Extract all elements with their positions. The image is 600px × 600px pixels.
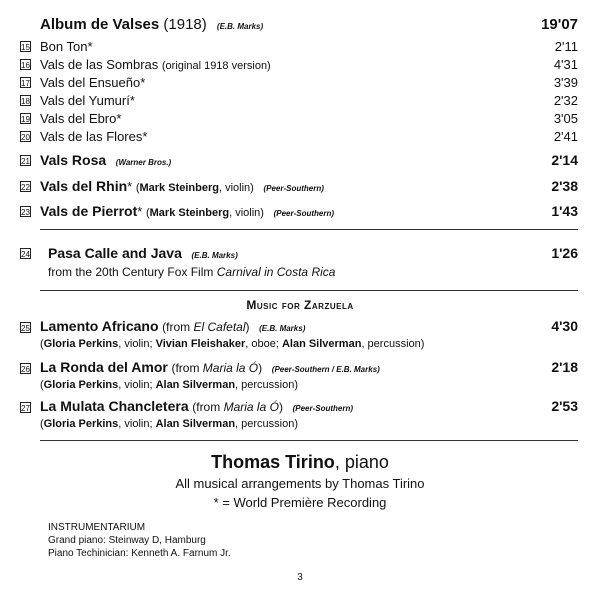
premiere-legend xyxy=(0,495,600,510)
premiere-star: * xyxy=(213,495,219,510)
track-number: 23 xyxy=(21,208,30,217)
track-number: 22 xyxy=(21,183,30,192)
track-row xyxy=(40,93,578,108)
performer-role: , percussion) xyxy=(361,338,425,350)
divider xyxy=(40,229,578,230)
film-credit xyxy=(48,265,578,279)
track-number: 19 xyxy=(21,115,30,124)
track-publisher: (E.B. Marks) xyxy=(259,324,306,333)
track-number: 24 xyxy=(21,250,30,259)
performer-role: , violin; xyxy=(118,338,156,350)
premiere-legend-text: = World Première Recording xyxy=(218,495,387,510)
film-credit-text: from the 20th Century Fox Film xyxy=(48,265,217,279)
premiere-star: * xyxy=(116,111,122,126)
album-title: Album de Valses xyxy=(40,16,160,33)
section-heading: Music for Zarzuela xyxy=(246,298,354,312)
track-duration: 1'26 xyxy=(551,245,578,261)
track-row xyxy=(40,111,578,126)
from-label: (from xyxy=(192,400,224,414)
track-title: Vals del Rhin xyxy=(40,178,128,194)
track-row xyxy=(40,129,578,144)
track-publisher: (Peer-Southern / E.B. Marks) xyxy=(271,365,380,374)
performer-name: Gloria Perkins xyxy=(43,379,119,391)
track-publisher: (Warner Bros.) xyxy=(115,158,172,167)
track-row xyxy=(40,398,578,414)
performer-role: , oboe; xyxy=(245,338,282,350)
track-publisher: (E.B. Marks) xyxy=(191,251,238,260)
performer-role: , violin; xyxy=(118,379,156,391)
track-title: Vals del Yumurí xyxy=(40,93,130,108)
paren-close: ) xyxy=(245,320,250,334)
from-label: (from xyxy=(171,361,203,375)
track-row xyxy=(40,39,578,54)
track-number: 21 xyxy=(21,157,30,166)
artist-instrument: , piano xyxy=(334,452,389,472)
performer-name: Vivian Fleishaker xyxy=(155,338,246,350)
premiere-star: * xyxy=(142,129,148,144)
track-title: La Mulata Chancletera xyxy=(40,398,189,414)
premiere-star: * xyxy=(137,204,143,219)
performer-name: Alan Silverman xyxy=(155,379,236,391)
performer-role: , violin) xyxy=(218,182,254,194)
instrumentarium-piano: Grand piano: Steinway D, Hamburg xyxy=(48,535,206,546)
track-title: Vals de las Sombras xyxy=(40,57,159,72)
track-number: 25 xyxy=(21,324,30,333)
performer-role: , violin; xyxy=(118,418,156,430)
track-duration: 4'30 xyxy=(551,318,578,334)
performer-name: Alan Silverman xyxy=(281,338,362,350)
artist-name: Thomas Tirino xyxy=(211,452,335,472)
album-duration: 19'07 xyxy=(541,16,578,33)
track-number: 16 xyxy=(21,61,30,70)
track-title: Bon Ton xyxy=(40,39,88,54)
track-title: Vals del Ebro xyxy=(40,111,117,126)
track-duration: 4'31 xyxy=(553,57,578,72)
film-title: Carnival in Costa Rica xyxy=(216,265,336,279)
track-title: La Ronda del Amor xyxy=(40,359,168,375)
performers: (Gloria Perkins, violin; Vivian Fleishaker, oboe; Alan Silverman, percussion) xyxy=(40,338,425,350)
work-title: Maria la Ó xyxy=(223,400,279,414)
artist-line xyxy=(0,452,600,473)
track-duration: 3'05 xyxy=(553,111,578,126)
track-title: Lamento Africano xyxy=(40,318,159,334)
instrumentarium xyxy=(48,521,231,560)
page-number: 3 xyxy=(297,572,303,583)
track-publisher: (Peer-Southern) xyxy=(292,404,354,413)
track-row xyxy=(48,245,578,261)
performers: (Gloria Perkins, violin; Alan Silverman, percussion) xyxy=(40,379,299,391)
performer-name: Mark Steinberg xyxy=(139,182,219,194)
track-number: 15 xyxy=(21,43,30,52)
track-row xyxy=(40,318,578,334)
track-duration: 2'32 xyxy=(553,93,578,108)
track-duration: 2'11 xyxy=(554,39,578,54)
track-note: (original 1918 version) xyxy=(161,60,271,72)
track-duration: 2'18 xyxy=(551,359,578,375)
work-title: El Cafetal xyxy=(193,320,246,334)
track-number: 17 xyxy=(21,79,30,88)
track-row xyxy=(40,75,578,90)
track-duration: 2'53 xyxy=(551,398,578,414)
premiere-star: * xyxy=(140,75,146,90)
track-row xyxy=(40,359,578,375)
album-publisher: (E.B. Marks) xyxy=(216,22,264,31)
divider xyxy=(40,440,578,441)
track-number: 18 xyxy=(21,97,30,106)
instrumentarium-heading: INSTRUMENTARIUM xyxy=(48,522,146,533)
divider xyxy=(40,290,578,291)
track-title: Vals Rosa xyxy=(40,152,107,168)
track-publisher: (Peer-Southern) xyxy=(263,184,324,193)
track-number: 20 xyxy=(21,133,30,142)
track-duration: 2'41 xyxy=(553,129,578,144)
premiere-star: * xyxy=(87,39,93,54)
instrumentarium-technician: Piano Techinician: Kenneth A. Farnum Jr. xyxy=(48,548,231,559)
track-row xyxy=(40,57,578,72)
album-header xyxy=(40,16,263,33)
paren-close: ) xyxy=(258,361,263,375)
album-year: (1918) xyxy=(163,16,207,33)
premiere-star: * xyxy=(127,179,133,194)
track-duration: 2'38 xyxy=(551,178,578,194)
track-row: Vals del Rhin* (Mark Steinberg, violin) (Peer-Southern) xyxy=(40,178,324,194)
performer-role: , percussion) xyxy=(235,418,299,430)
track-number: 26 xyxy=(21,365,30,374)
performers: (Gloria Perkins, violin; Alan Silverman, percussion) xyxy=(40,418,299,430)
performer-name: Gloria Perkins xyxy=(43,418,119,430)
track-title: Vals de Pierrot xyxy=(40,203,138,219)
performer-name: Gloria Perkins xyxy=(43,338,119,350)
from-label: (from xyxy=(162,320,194,334)
track-duration: 1'43 xyxy=(551,203,578,219)
performer-role: , violin) xyxy=(229,207,264,219)
work-title: Maria la Ó xyxy=(202,361,259,375)
track-duration: 2'14 xyxy=(551,152,578,168)
track-title: Pasa Calle and Java xyxy=(48,245,182,261)
arrangements-credit: All musical arrangements by Thomas Tirino xyxy=(175,476,425,491)
performer-role: , percussion) xyxy=(235,379,299,391)
performer-name: Mark Steinberg xyxy=(149,207,230,219)
track-duration: 3'39 xyxy=(553,75,578,90)
track-publisher: (Peer-Southern) xyxy=(273,209,335,218)
track-row: Vals de Pierrot* (Mark Steinberg, violin) (Peer-Southern) xyxy=(40,203,335,219)
track-number: 27 xyxy=(21,404,30,413)
premiere-star: * xyxy=(129,93,135,108)
track-row xyxy=(40,152,578,168)
track-title: Vals del Ensueño xyxy=(40,75,141,90)
paren-close: ) xyxy=(278,400,283,414)
performer-name: Alan Silverman xyxy=(155,418,236,430)
track-title: Vals de las Flores xyxy=(40,129,143,144)
